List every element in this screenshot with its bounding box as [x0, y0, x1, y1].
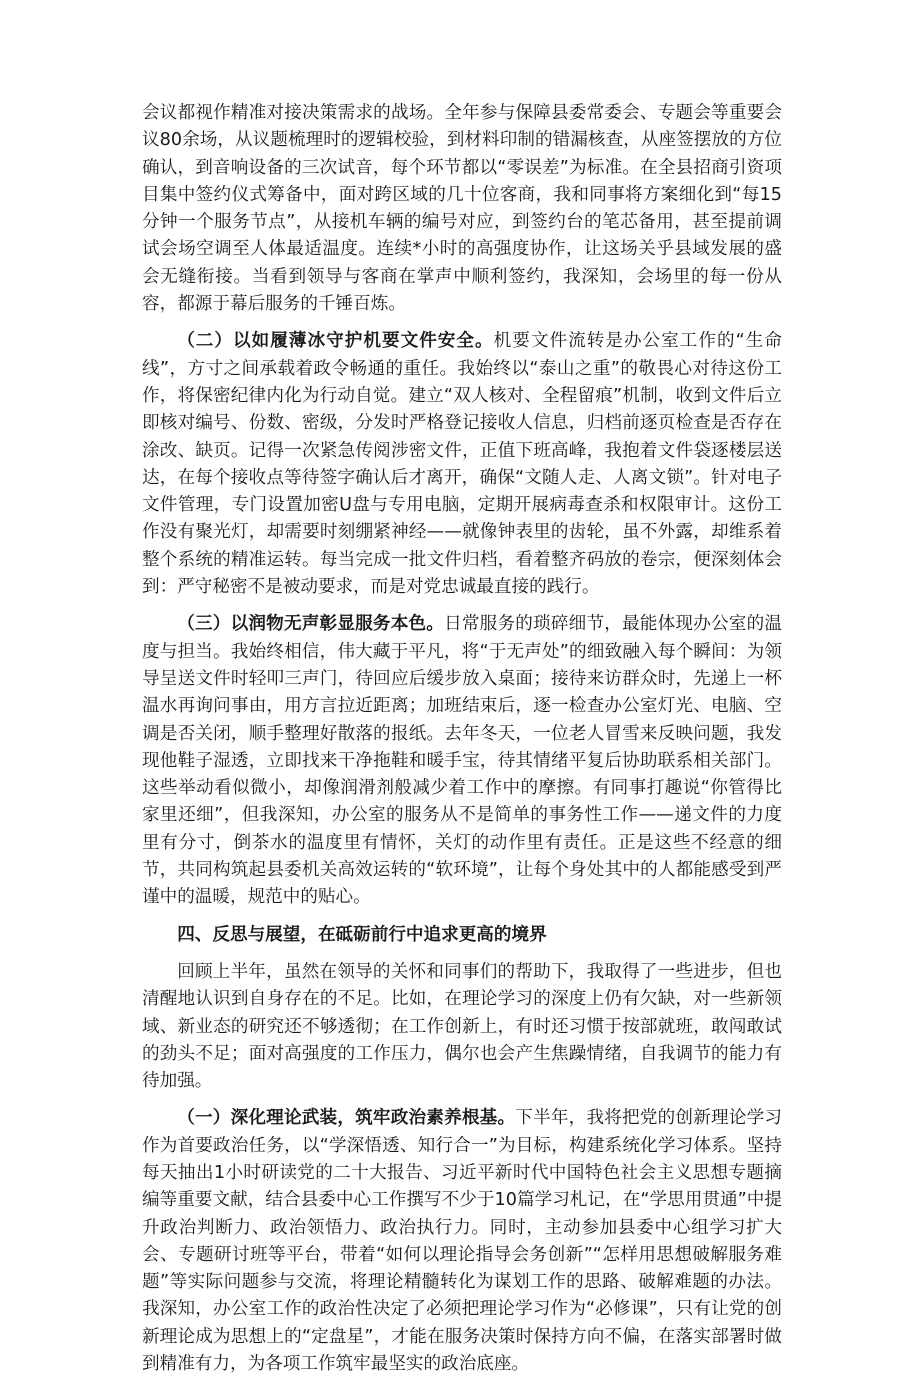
paragraph-theory-plan: [142, 1105, 782, 1378]
paragraph-service-details: [142, 611, 782, 911]
paragraph-reflection: [142, 959, 782, 1095]
paragraph-text: 会议都视作精准对接决策需求的战场。全年参与保障县委常委会、专题会等重要会议80余场，从议题梳理时的逻辑校验，到材料印制的错漏核查，从座签摆放的方位确认，到音响设备的三次试音，每个环节都以“零误差”为标准。在全县招商引资项目集中签约仪式筹备中，面对跨区域的几十位客商，我和同事将方案细化到“每15分钟一个服务节点”，从接机车辆的编号对应，到签约台的笔芯备用，甚至提前调试会场空调至人体最适温度。连续*小时的高强度协作，让这场关乎县域发展的盛会无缝衔接。当看到领导与客商在掌声中顺利签约，我深知，会场里的每一份从容，都源于幕后服务的千锤百炼。: [142, 103, 782, 315]
paragraph-text: 机要文件流转是办公室工作的“生命线”，方寸之间承载着政令畅通的重任。我始终以“泰山之重”的敬畏心对待这份工作，将保密纪律内化为行动自觉。建立“双人核对、全程留痕”机制，收到文件后立即核对编号、份数、密级，分发时严格登记接收人信息，归档前逐页检查是否存在涂改、缺页。记得一次紧急传阅涉密文件，正值下班高峰，我抱着文件袋逐楼层送达，在每个接收点等待签字确认后才离开，确保“文随人走、人离文锁”。针对电子文件管理，专门设置加密U盘与专用电脑，定期开展病毒查杀和权限审计。这份工作没有聚光灯，却需要时刻绷紧神经——就像钟表里的齿轮，虽不外露，却维系着整个系统的精准运转。每当完成一批文件归档，看着整齐码放的卷宗，便深刻体会到：严守秘密不是被动要求，而是对党忠诚最直接的践行。: [142, 331, 782, 598]
document-body: [142, 100, 782, 1378]
paragraph-lead: （三）以润物无声彰显服务本色。: [177, 614, 445, 635]
paragraph-text: 日常服务的琐碎细节，最能体现办公室的温度与担当。我始终相信，伟大藏于平凡，将“于无声处”的细致融入每个瞬间：为领导呈送文件时轻叩三声门，待回应后缓步放入桌面；接待来访群众时，先递上一杯温水再询问事由，用方言拉近距离；加班结束后，逐一检查办公室灯光、电脑、空调是否关闭，顺手整理好散落的报纸。去年冬天，一位老人冒雪来反映问题，我发现他鞋子湿透，立即找来干净拖鞋和暖手宝，待其情绪平复后协助联系相关部门。这些举动看似微小，却像润滑剂般减少着工作中的摩擦。有同事打趣说“你管得比家里还细”，但我深知，办公室的服务从不是简单的事务性工作——递文件的力度里有分寸，倒茶水的温度里有情怀，关灯的动作里有责任。正是这些不经意的细节，共同构筑起县委机关高效运转的“软环境”，让每个身处其中的人都能感受到严谨中的温暖，规范中的贴心。: [142, 614, 782, 908]
paragraph-lead: （二）以如履薄冰守护机要文件安全。: [177, 331, 494, 352]
paragraph-lead: （一）深化理论武装，筑牢政治素养根基。: [177, 1108, 516, 1129]
paragraph-text: 下半年，我将把党的创新理论学习作为首要政治任务，以“学深悟透、知行合一”为目标，构建系统化学习体系。坚持每天抽出1小时研读党的二十大报告、习近平新时代中国特色社会主义思想专题摘编等重要文献，结合县委中心工作撰写不少于10篇学习札记，在“学思用贯通”中提升政治判断力、政治领悟力、政治执行力。同时，主动参加县委中心组学习扩大会、专题研讨班等平台，带着“如何以理论指导会务创新”“怎样用思想破解服务难题”等实际问题参与交流，将理论精髓转化为谋划工作的思路、破解难题的办法。我深知，办公室工作的政治性决定了必须把理论学习作为“必修课”，只有让党的创新理论成为思想上的“定盘星”，才能在服务决策时保持方向不偏，在落实部署时做到精准有力，为各项工作筑牢最坚实的政治底座。: [142, 1108, 782, 1375]
paragraph-text: 回顾上半年，虽然在领导的关怀和同事们的帮助下，我取得了一些进步，但也清醒地认识到自身存在的不足。比如，在理论学习的深度上仍有欠缺，对一些新领域、新业态的研究还不够透彻；在工作创新上，有时还习惯于按部就班，敢闯敢试的劲头不足；面对高强度的工作压力，偶尔也会产生焦躁情绪，自我调节的能力有待加强。: [142, 961, 782, 1092]
section-heading: 四、反思与展望，在砥砺前行中追求更高的境界: [177, 924, 547, 945]
paragraph-meeting-service: [142, 100, 782, 318]
paragraph-confidential-files: [142, 328, 782, 601]
